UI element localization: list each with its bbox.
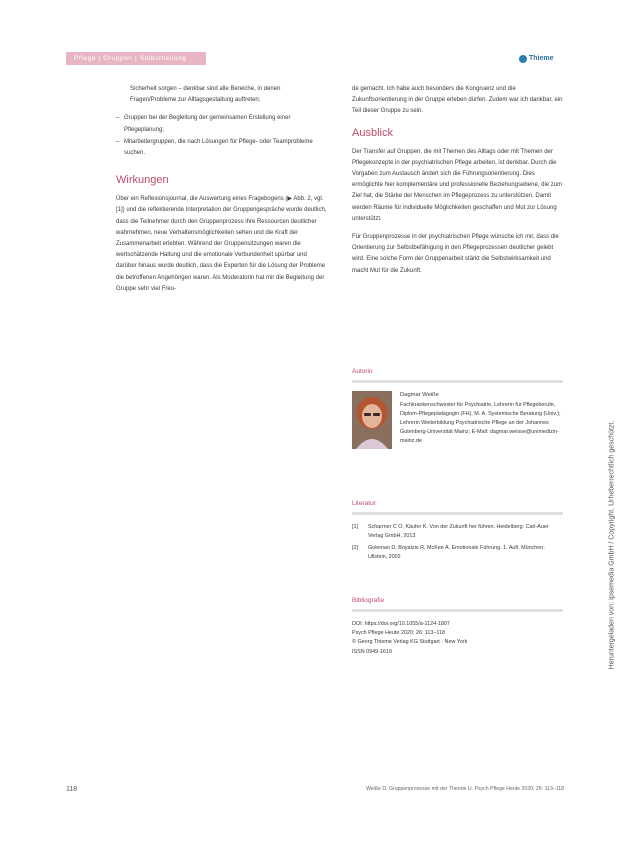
bibliography-box	[352, 596, 564, 657]
logo-text: Thieme	[529, 55, 554, 62]
author-label: Autorin	[352, 368, 373, 375]
reference-number: [1]	[352, 524, 358, 530]
left-column	[116, 84, 327, 302]
reference-text: Goleman D, Boyatzis R, McKee A. Emotionale Führung. 1. Aufl. München: Ullstein, 2002	[368, 545, 545, 560]
right-column	[352, 84, 564, 284]
divider	[352, 512, 563, 515]
author-text	[400, 391, 564, 449]
list-item: – Mitarbeitergruppen, die nach Lösungen für Pflege- oder Teamprobleme suchen.	[116, 137, 327, 159]
bibliography-doi[interactable]: DOI: https://doi.org/10.1055/a-1124-1807	[352, 621, 450, 627]
thieme-logo-icon	[519, 55, 527, 63]
author-name: Dagmar Weiße	[400, 392, 439, 398]
author-box	[352, 367, 564, 449]
left-top-text: Sicherheit sorgen – denkbar sind alle Bereiche, in denen Fragen/Probleme zur Alltagsgestaltung auftreten;	[130, 86, 281, 104]
bibliography-lines	[352, 620, 564, 657]
ausblick-paragraph-2: Für Gruppenprozesse in der psychiatrischen Pflege wünsche ich mir, dass die Orientierung zur Selbstbefähigung in den Pflegeprozessen deutlicher gelebt wird. Eine solche Form der Gruppenarbeit stärkt die Selbstwirksamkeit und macht Mut für die Zukunft.	[352, 234, 559, 274]
bibliography-line: ISSN 0949-1619	[352, 648, 392, 655]
ausblick-paragraph-1: Der Transfer auf Gruppen, die mit Themen des Alltags oder mit Themen der Pflegekonzepte in der psychiatrischen Pflege arbeiten, ist denkbar. Durch die Vorgaben zum Austausch ändert sich die Führungsorientierung. Dies ermöglichte hier komplementäre und professionelle Beziehungsebene, die zum Ziel hat, die Stärke der Menschen im Pflegeprozess zu unterstützen. Damit werden Räume für individuelle Möglichkeiten geschaffen und Mut zur Lösung unterstützt.	[352, 148, 563, 222]
bibliography-line: Psych Pflege Heute 2020; 26: 113–118	[352, 630, 446, 637]
list-item: – Gruppen bei der Begleitung der gemeinsamen Erstellung einer Pflegeplanung;	[116, 113, 327, 135]
reference-number: [2]	[352, 545, 358, 551]
reference-text: Scharmer C O, Käufer K. Von der Zukunft her führen. Heidelberg: Carl-Auer Verlag GmbH, 2013	[368, 524, 549, 539]
download-notice: Heruntergeladen von: Ipsemedia GmbH / Copyright. Urheberrechtlich geschützt.	[608, 420, 616, 670]
page-number: 118	[66, 786, 78, 793]
divider	[352, 380, 563, 383]
author-photo	[352, 391, 392, 449]
wirkungen-paragraph: Über ein Reflexionsjournal, die Auswertung eines Fragebogens (▶ Abb. 2, vgl. [1]) und die reflektierende Interpretation der Gruppengespräche wurde deutlich, dass die Teilnehmer durch den Gruppenprozess ihre Ressourcen deutlicher wahrnehmen, neue Verhaltensmöglichkeiten sehen und die Kraft der Zusammenarbeit erlebten. Während der Gruppensitzungen waren die wertschätzende Haltung und die emotionale Verbundenheit spürbar und darüber hinaus wurde deutlich, dass die Experten für die Lösung der Probleme die betroffenen Angehörigen waren. Als Moderatorin hat mir die Begleitung der Gruppe sehr viel Freu-	[116, 196, 327, 292]
publisher-logo	[519, 52, 554, 65]
header-section-band: Pflege | Gruppen | Selbstheilung	[66, 52, 206, 65]
bibliography-line: © Georg Thieme Verlag KG Stuttgart · New York	[352, 639, 468, 646]
section-heading-wirkungen: Wirkungen	[116, 174, 169, 187]
author-bio: Fachkrankenschwester für Psychiatrie, Lehrerin für Pflegeberufe, Diplom-Pflegepädagogin (FH), M. A. Systemische Beratung (Univ.); Lehrerin Weiterbildung Psychiatrische Pflege an der Johannes Gutenberg-Universität Mainz; E-Mail: dagmar.weisse@unimedizin-mainz.de	[400, 402, 561, 444]
literature-box	[352, 499, 564, 565]
reference-item	[352, 544, 564, 561]
divider	[352, 609, 563, 612]
footer-citation: Weiße D. Gruppenprozesse mit der Theorie U. Psych Pflege Heute 2020; 26: 113–118	[365, 786, 564, 792]
right-top-paragraph: de gemacht. Ich habe auch besonders die Kongruenz und die Zukunftsorientierung in der Gruppe erleben dürfen. Zudem war ich dankbar, ein Teil dieser Gruppe zu sein.	[352, 86, 563, 115]
section-heading-ausblick: Ausblick	[352, 126, 393, 139]
literature-label: Literatur	[352, 500, 376, 507]
bibliography-label: Bibliografie	[352, 597, 385, 604]
reference-item	[352, 523, 564, 540]
